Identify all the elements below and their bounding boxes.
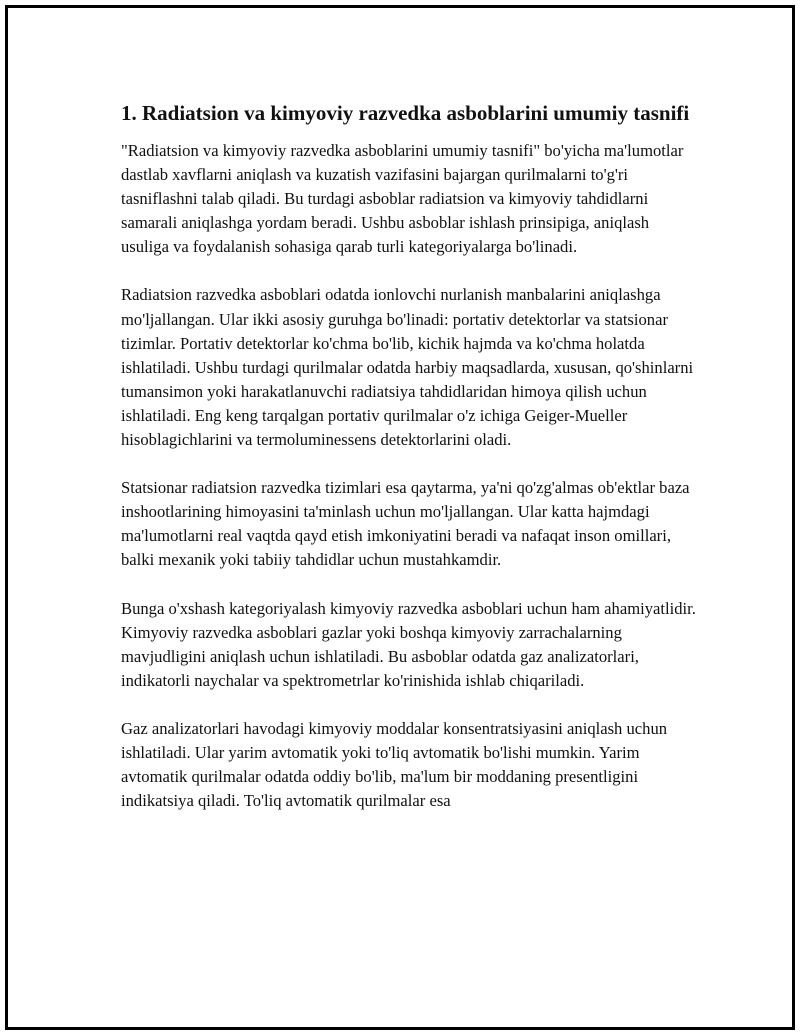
paragraph-5: Gaz analizatorlari havodagi kimyoviy moddalar konsentratsiyasini aniqlash uchun ishlatiladi. Ular yarim avtomatik yoki to'liq avtomatik bo'lishi mumkin. Yarim avtomatik qurilmalar odatda oddiy bo'lib, ma'lum bir moddaning presentligini indikatsiya qiladi. To'liq avtomatik qurilmalar esa [121, 718, 668, 811]
document-body [121, 100, 699, 837]
document-title: 1. Radiatsion va kimyoviy razvedka asboblarini umumiy tasnifi [121, 101, 690, 125]
paragraph-1: "Radiatsion va kimyoviy razvedka asboblarini umumiy tasnifi" bo'yicha ma'lumotlar dastlab xavflarni aniqlash va kuzatish vazifasini bajargan qurilmalarni to'g'ri tasniflashni talab qiladi. Bu turdagi asboblar radiatsion va kimyoviy tahdidlarni samarali aniqlashga yordam beradi. Ushbu asboblar ishlash prinsipiga, aniqlash usuliga va foydalanish sohasiga qarab turli kategoriyalarga bo'linadi. [121, 141, 684, 257]
page-frame [5, 5, 795, 1030]
paragraph-3: Statsionar radiatsion razvedka tizimlari esa qaytarma, ya'ni qo'zg'almas ob'ektlar baza inshootlarining himoyasini ta'minlash uchun mo'ljallangan. Ular katta hajmdagi ma'lumotlarni real vaqtda qayd etish imkoniyatini beradi va nafaqat inson omillari, balki mexanik yoki tabiiy tahdidlar uchun mustahkamdir. [121, 478, 690, 570]
paragraph-2: Radiatsion razvedka asboblari odatda ionlovchi nurlanish manbalarini aniqlashga mo'ljallangan. Ular ikki asosiy guruhga bo'linadi: portativ detektorlar va statsionar tizimlar. Portativ detektorlar ko'chma bo'lib, kichik hajmda va ko'chma holatda ishlatiladi. Ushbu turdagi qurilmalar odatda harbiy maqsadlarda, xususan, qo'shinlarni tumansimon yoki harakatlanuvchi radiatsiya tahdidlaridan himoya qilish uchun ishlatiladi. Eng keng tarqalgan portativ qurilmalar o'z ichiga Geiger-Mueller hisoblagichlarini va termoluminessens detektorlarini oladi. [121, 285, 694, 450]
paragraph-4: Bunga o'xshash kategoriyalash kimyoviy razvedka asboblari uchun ham ahamiyatlidir. Kimyoviy razvedka asboblari gazlar yoki boshqa kimyoviy zarrachalarning mavjudligini aniqlash uchun ishlatiladi. Bu asboblar odatda gaz analizatorlari, indikatorli naychalar va spektrometrlar ko'rinishida ishlab chiqariladi. [121, 598, 696, 690]
